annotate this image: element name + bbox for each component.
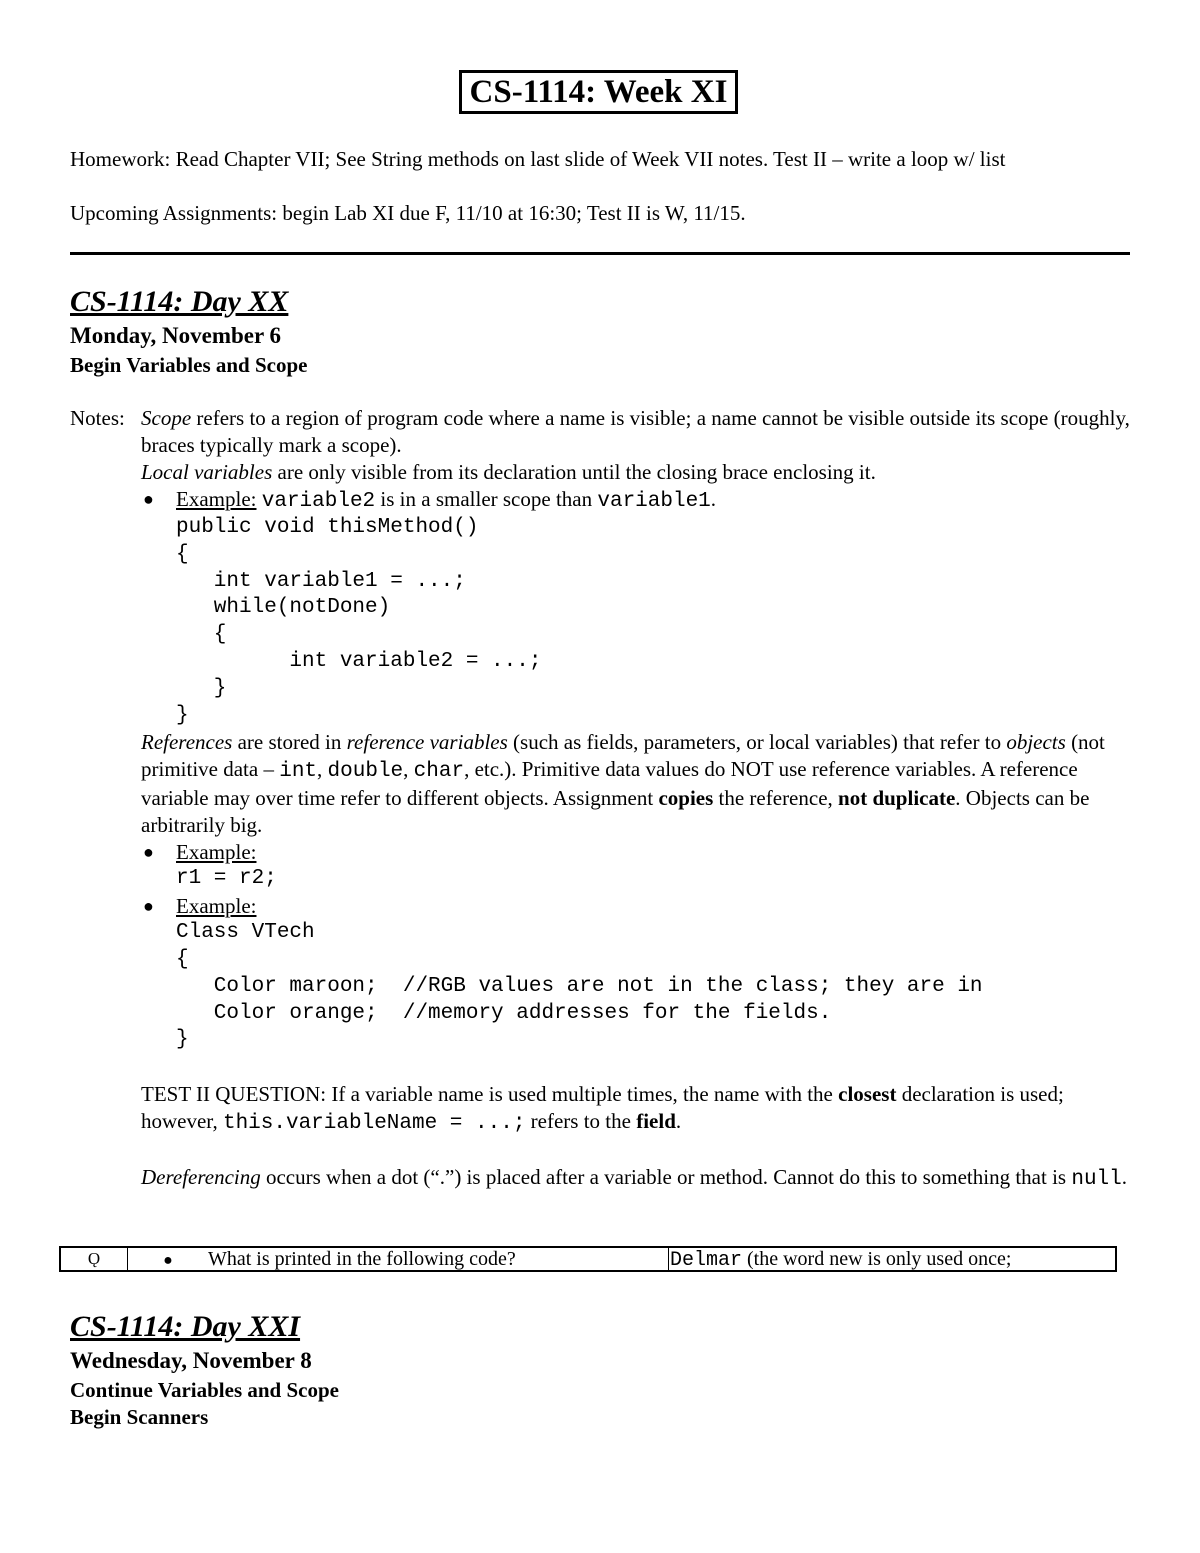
day-21-topic-1: Continue Variables and Scope xyxy=(70,1378,339,1402)
example-3 xyxy=(141,893,1132,1054)
scope-paragraph xyxy=(141,405,1132,459)
question-table-row xyxy=(59,1246,1117,1272)
references-text-11: . Objects can be arbitrarily big. xyxy=(141,786,1090,838)
day-20-date: Monday, November 6 xyxy=(70,323,282,348)
double-code: double xyxy=(327,760,404,784)
scope-text: refers to a region of program code where a name is visible; a name cannot be visible outside its scope (roughly, braces typically mark a scope). xyxy=(141,406,1130,457)
example-1-var2: variable2 xyxy=(261,490,376,513)
references-text-10: the reference, xyxy=(713,786,839,811)
test-question-text-3: refers to the xyxy=(525,1109,637,1134)
test-question-text-2: declaration is used; however, xyxy=(141,1082,1064,1134)
example-1-end: . xyxy=(710,487,717,511)
day-21-topic-2: Begin Scanners xyxy=(70,1405,209,1429)
field-bold: field xyxy=(636,1109,676,1134)
this-variable-code: this.variableName = ...; xyxy=(222,1112,526,1136)
example-1-label: Example: xyxy=(176,487,257,511)
bullet-icon: ● xyxy=(143,896,154,917)
test-question-text-1: TEST II QUESTION: If a variable name is used multiple times, the name with the xyxy=(141,1082,839,1107)
test-question-paragraph xyxy=(141,1081,1132,1137)
dereferencing-paragraph xyxy=(141,1164,1132,1193)
example-3-code: Class VTech { Color maroon; //RGB values are not in the class; they are in Color orange; //memory addresses for the fields. } xyxy=(176,921,983,1052)
question-text: What is printed in the following code? xyxy=(208,1248,516,1270)
example-2 xyxy=(141,839,1132,893)
closest-bold: closest xyxy=(838,1082,897,1107)
notes-body xyxy=(141,405,1132,1193)
local-variables-term: Local variables xyxy=(141,460,273,484)
example-2-label: Example: xyxy=(176,840,257,865)
answer-code: Delmar xyxy=(670,1249,743,1270)
day-20-title: CS-1114: Day XX xyxy=(70,285,289,318)
example-1-code: public void thisMethod() { int variable1 = ...; while(notDone) { int variable2 = ...; } } xyxy=(176,516,542,727)
reference-variables-term: reference variables xyxy=(346,730,508,755)
bullet-icon: ● xyxy=(163,1252,173,1269)
references-text-7: , xyxy=(317,757,328,782)
header-divider xyxy=(70,252,1130,255)
references-text-6: (not primitive data – xyxy=(141,730,1105,782)
day-20-notes xyxy=(70,405,1132,1193)
references-paragraph xyxy=(141,729,1132,839)
objects-term: objects xyxy=(1006,730,1066,755)
upcoming-assignments-line: Upcoming Assignments: begin Lab XI due F, 11/10 at 16:30; Test II is W, 11/15. xyxy=(70,201,746,225)
references-text-9: , etc.). Primitive data values do NOT use reference variables. A reference variable may over time refer to different objects. Assignment xyxy=(141,757,1078,811)
null-code: null xyxy=(1071,1168,1122,1192)
day-21-title: CS-1114: Day XXI xyxy=(70,1310,301,1343)
test-question-text-4: . xyxy=(675,1109,682,1134)
references-term: References xyxy=(141,730,233,755)
question-cell xyxy=(128,1248,669,1270)
dereferencing-text-1: occurs when a dot (“.”) is placed after a variable or method. Cannot do this to something that is xyxy=(260,1165,1072,1190)
not-duplicate-bold: not duplicate xyxy=(838,786,956,811)
example-1-mid: is in a smaller scope than xyxy=(375,487,598,511)
char-code: char xyxy=(413,760,465,784)
int-code: int xyxy=(279,760,318,784)
local-variables-paragraph xyxy=(141,459,1132,486)
week-title: CS-1114: Week XI xyxy=(459,70,738,114)
example-1 xyxy=(141,486,1132,729)
day-21-date: Wednesday, November 8 xyxy=(70,1348,312,1373)
references-text-2: are stored in xyxy=(232,730,347,755)
local-variables-text: are only visible from its declaration until the closing brace enclosing it. xyxy=(272,460,876,484)
example-2-code: r1 = r2; xyxy=(176,867,277,891)
dereferencing-text-2: . xyxy=(1121,1165,1128,1190)
example-1-var1: variable1 xyxy=(597,490,711,513)
day-20-topic: Begin Variables and Scope xyxy=(70,353,308,377)
answer-text: (the word new is only used once; xyxy=(742,1248,1012,1270)
references-text-8: , xyxy=(403,757,414,782)
homework-line: Homework: Read Chapter VII; See String methods on last slide of Week VII notes. Test II – write a loop w/ list xyxy=(70,147,1006,171)
bullet-icon: ● xyxy=(143,842,154,863)
example-3-label: Example: xyxy=(176,894,257,919)
answer-cell xyxy=(670,1248,1115,1270)
dereferencing-term: Dereferencing xyxy=(141,1165,261,1190)
scope-term: Scope xyxy=(141,406,192,430)
notes-label: Notes: xyxy=(70,406,125,430)
question-icon: Ǫ xyxy=(61,1248,128,1270)
bullet-icon: ● xyxy=(143,489,154,509)
copies-bold: copies xyxy=(658,786,714,811)
references-text-4: (such as fields, parameters, or local variables) that refer to xyxy=(507,730,1007,755)
